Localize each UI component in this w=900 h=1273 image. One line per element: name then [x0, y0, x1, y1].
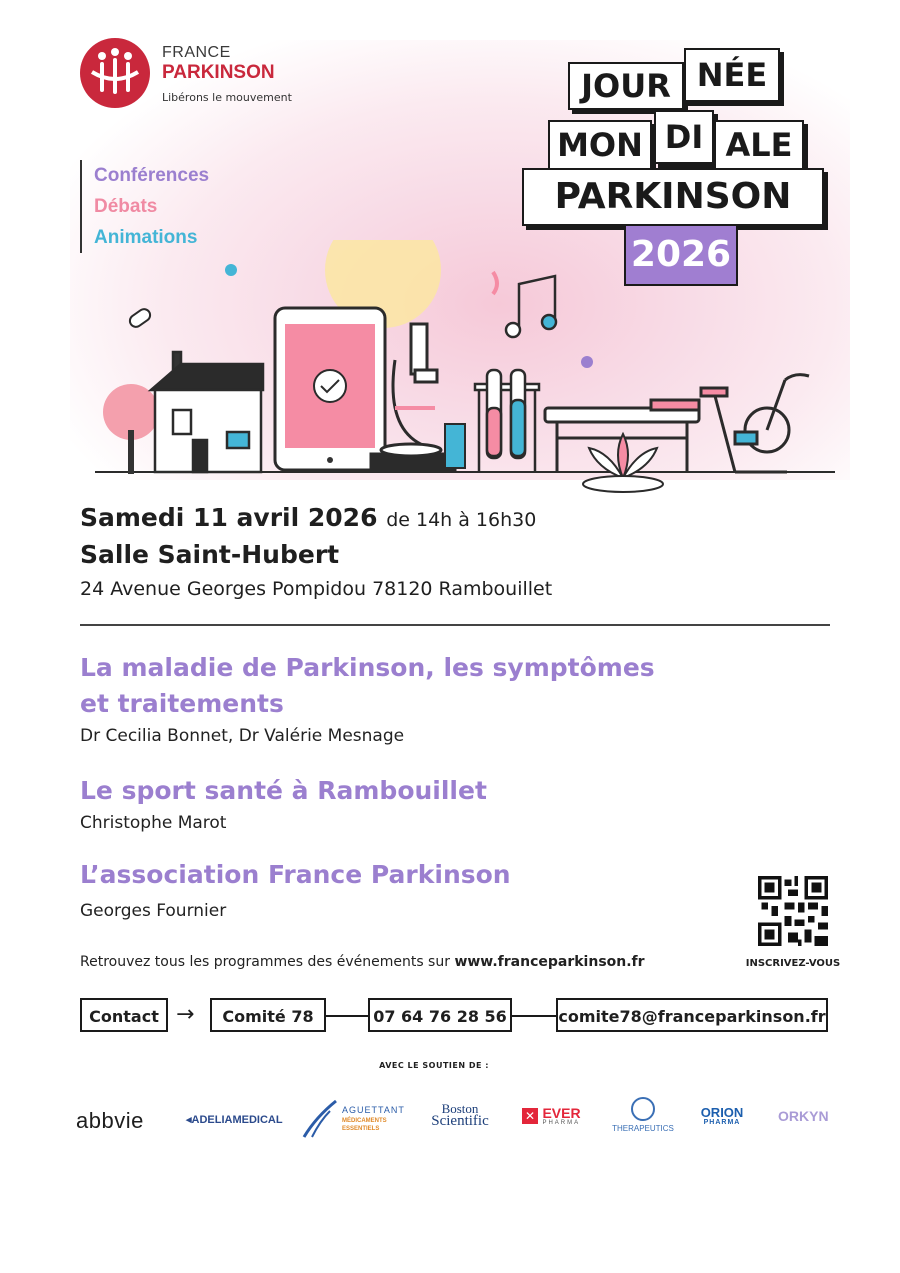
topic-conferences: Conférences — [94, 165, 210, 186]
sponsor-aguettant — [300, 1097, 410, 1141]
talk-title-line2: et traitements — [80, 689, 284, 718]
capsule-icon — [128, 307, 153, 329]
section-divider — [80, 624, 830, 626]
lotus-icon — [583, 434, 663, 492]
event-date: Samedi 11 avril 2026 — [80, 503, 378, 532]
contact-email[interactable]: comite78@franceparkinson.fr — [556, 998, 828, 1032]
aguettant-logo-icon — [300, 1097, 340, 1141]
sponsor-boston-scientific — [420, 1103, 500, 1127]
logo-tagline: Libérons le mouvement — [162, 91, 292, 104]
logo-line1: FRANCE — [162, 44, 231, 61]
ever-sub: PHARMA — [542, 1120, 581, 1126]
title-word-jour: JOUR — [568, 62, 684, 110]
talk-title: L’association France Parkinson — [80, 860, 511, 889]
event-info — [80, 503, 840, 600]
title-year: 2026 — [624, 224, 738, 286]
sponsor-abbvie: abbvie — [76, 1108, 144, 1133]
sponsor-ever-pharma — [522, 1105, 581, 1128]
sponsor-adelia-text: ADELIAMEDICAL — [191, 1114, 283, 1126]
title-word-di: DI — [654, 110, 714, 164]
orion-name: ORION — [700, 1105, 744, 1120]
title-word-parkinson: PARKINSON — [522, 168, 824, 226]
event-address: 24 Avenue Georges Pompidou 78120 Rambouillet — [80, 578, 553, 600]
music-notes-icon — [493, 272, 556, 337]
aguettant-sub: MÉDICAMENTS ESSENTIELS — [342, 1118, 387, 1132]
event-venue: Salle Saint-Hubert — [80, 540, 340, 569]
talk-speakers: Christophe Marot — [80, 813, 227, 833]
contact-label: Contact — [80, 998, 168, 1032]
merz-sub: THERAPEUTICS — [612, 1124, 674, 1133]
title-word-ale: ALE — [714, 120, 804, 170]
aguettant-name: AGUETTANT — [342, 1105, 405, 1115]
orion-sub: PHARMA — [703, 1119, 741, 1126]
talk-1 — [80, 650, 780, 746]
contact-committee: Comité 78 — [210, 998, 326, 1032]
merz-circle-icon — [631, 1097, 655, 1121]
house-icon — [151, 352, 263, 472]
talk-3 — [80, 857, 780, 921]
connector-line — [326, 1015, 370, 1017]
pill-dot-icon — [225, 264, 237, 276]
event-time: de 14h à 16h30 — [386, 509, 537, 531]
qr-label: INSCRIVEZ-VOUS — [745, 958, 841, 969]
sponsor-adelia — [186, 1113, 283, 1126]
topic-debats: Débats — [94, 196, 158, 217]
talk-title — [80, 650, 780, 722]
event-date-line — [80, 503, 840, 532]
boston-line2: Scientific — [431, 1113, 489, 1129]
title-word-nee: NÉE — [684, 48, 780, 102]
vial-icon — [445, 424, 465, 468]
talk-speakers: Georges Fournier — [80, 901, 227, 921]
logo-line2: PARKINSON — [162, 62, 275, 83]
sponsor-orion — [694, 1105, 750, 1128]
talk-speakers: Dr Cecilia Bonnet, Dr Valérie Mesnage — [80, 726, 405, 746]
talk-2 — [80, 773, 780, 833]
france-parkinson-logo — [80, 38, 300, 110]
talk-title-line1: La maladie de Parkinson, les symptômes — [80, 653, 655, 682]
title-word-mon: MON — [548, 120, 652, 170]
connector-line — [512, 1015, 558, 1017]
talk-title: Le sport santé à Rambouillet — [80, 776, 487, 805]
ever-x-icon: ✕ — [522, 1108, 538, 1124]
programme-url[interactable]: www.franceparkinson.fr — [454, 954, 645, 970]
programme-line — [80, 954, 645, 970]
health-illustration — [95, 240, 835, 520]
exercise-bike-icon — [701, 375, 809, 472]
sponsor-orkyn: ORKYN — [778, 1108, 829, 1124]
tablet-icon — [275, 308, 385, 470]
programme-text: Retrouvez tous les programmes des événements sur — [80, 954, 455, 970]
qr-code-icon[interactable] — [758, 876, 828, 946]
ever-name: EVER — [542, 1105, 581, 1121]
topic-animations: Animations — [94, 227, 198, 248]
support-label: AVEC LE SOUTIEN DE : — [379, 1061, 489, 1070]
tree-icon — [103, 384, 159, 474]
adelia-triangle-icon: ◂ — [186, 1114, 192, 1126]
contact-phone[interactable]: 07 64 76 28 56 — [368, 998, 512, 1032]
logo-emblem-icon — [80, 38, 150, 108]
pill-purple-icon — [581, 356, 593, 368]
boston-line1: Boston — [441, 1101, 479, 1116]
test-tubes-icon — [475, 370, 539, 472]
arrow-right-icon: → — [176, 1002, 195, 1027]
sponsor-merz — [612, 1097, 674, 1133]
